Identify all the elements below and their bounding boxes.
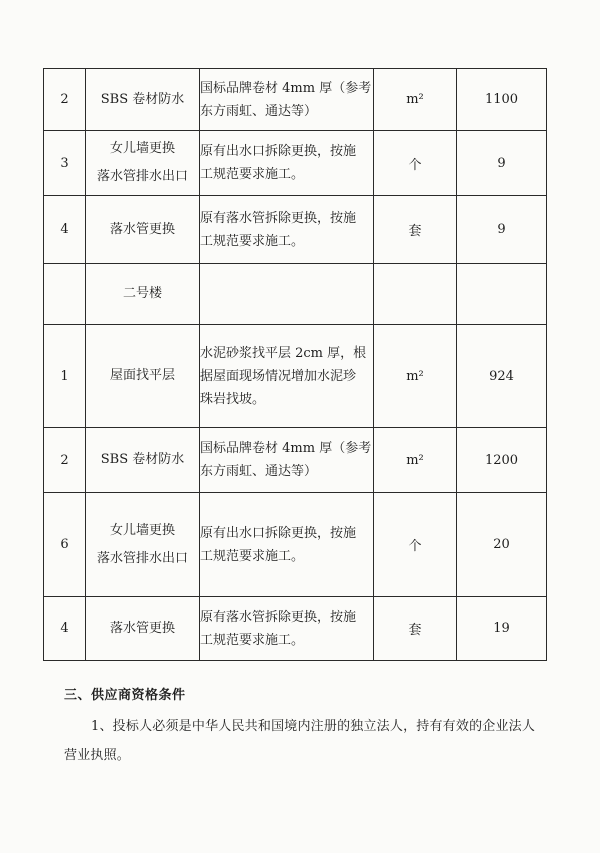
item-quantity: 1100	[457, 69, 547, 131]
item-name: 女儿墙更换 落水管排水出口	[86, 131, 200, 196]
item-unit: m²	[374, 69, 457, 131]
item-name: 屋面找平层	[86, 325, 200, 428]
item-name: 落水管更换	[86, 196, 200, 264]
item-number: 4	[44, 196, 86, 264]
item-number	[44, 264, 86, 325]
item-number: 1	[44, 325, 86, 428]
item-quantity: 19	[457, 597, 547, 661]
item-description: 国标品牌卷材 4mm 厚（参考 东方雨虹、通达等）	[200, 428, 374, 493]
item-quantity: 924	[457, 325, 547, 428]
table-row	[44, 131, 547, 196]
item-unit	[374, 264, 457, 325]
item-number: 3	[44, 131, 86, 196]
item-unit: 个	[374, 493, 457, 597]
item-number: 4	[44, 597, 86, 661]
item-quantity	[457, 264, 547, 325]
item-quantity: 9	[457, 131, 547, 196]
item-name: 落水管更换	[86, 597, 200, 661]
item-number: 2	[44, 69, 86, 131]
table-row	[44, 597, 547, 661]
qualification-paragraph: 1、投标人必须是中华人民共和国境内注册的独立法人，持有有效的企业法人营业执照。	[64, 719, 536, 763]
table-row	[44, 493, 547, 597]
item-description: 国标品牌卷材 4mm 厚（参考 东方雨虹、通达等）	[200, 69, 374, 131]
table-row	[44, 264, 547, 325]
item-unit: m²	[374, 428, 457, 493]
table-row	[44, 69, 547, 131]
section-heading: 三、供应商资格条件	[64, 688, 186, 703]
item-name: SBS 卷材防水	[86, 428, 200, 493]
item-unit: 套	[374, 196, 457, 264]
item-description: 水泥砂浆找平层 2cm 厚，根 据屋面现场情况增加水泥珍 珠岩找坡。	[200, 325, 374, 428]
table-row	[44, 325, 547, 428]
item-quantity: 9	[457, 196, 547, 264]
item-description: 原有落水管拆除更换，按施 工规范要求施工。	[200, 196, 374, 264]
item-name: 女儿墙更换 落水管排水出口	[86, 493, 200, 597]
specification-table	[43, 68, 547, 661]
item-description: 原有落水管拆除更换，按施 工规范要求施工。	[200, 597, 374, 661]
item-name: SBS 卷材防水	[86, 69, 200, 131]
item-description: 原有出水口拆除更换，按施 工规范要求施工。	[200, 493, 374, 597]
item-unit: m²	[374, 325, 457, 428]
item-unit: 套	[374, 597, 457, 661]
table-row	[44, 428, 547, 493]
item-number: 6	[44, 493, 86, 597]
table-row	[44, 196, 547, 264]
item-unit: 个	[374, 131, 457, 196]
item-description	[200, 264, 374, 325]
item-quantity: 1200	[457, 428, 547, 493]
item-quantity: 20	[457, 493, 547, 597]
item-number: 2	[44, 428, 86, 493]
building-heading: 二号楼	[86, 264, 200, 325]
item-description: 原有出水口拆除更换，按施 工规范要求施工。	[200, 131, 374, 196]
